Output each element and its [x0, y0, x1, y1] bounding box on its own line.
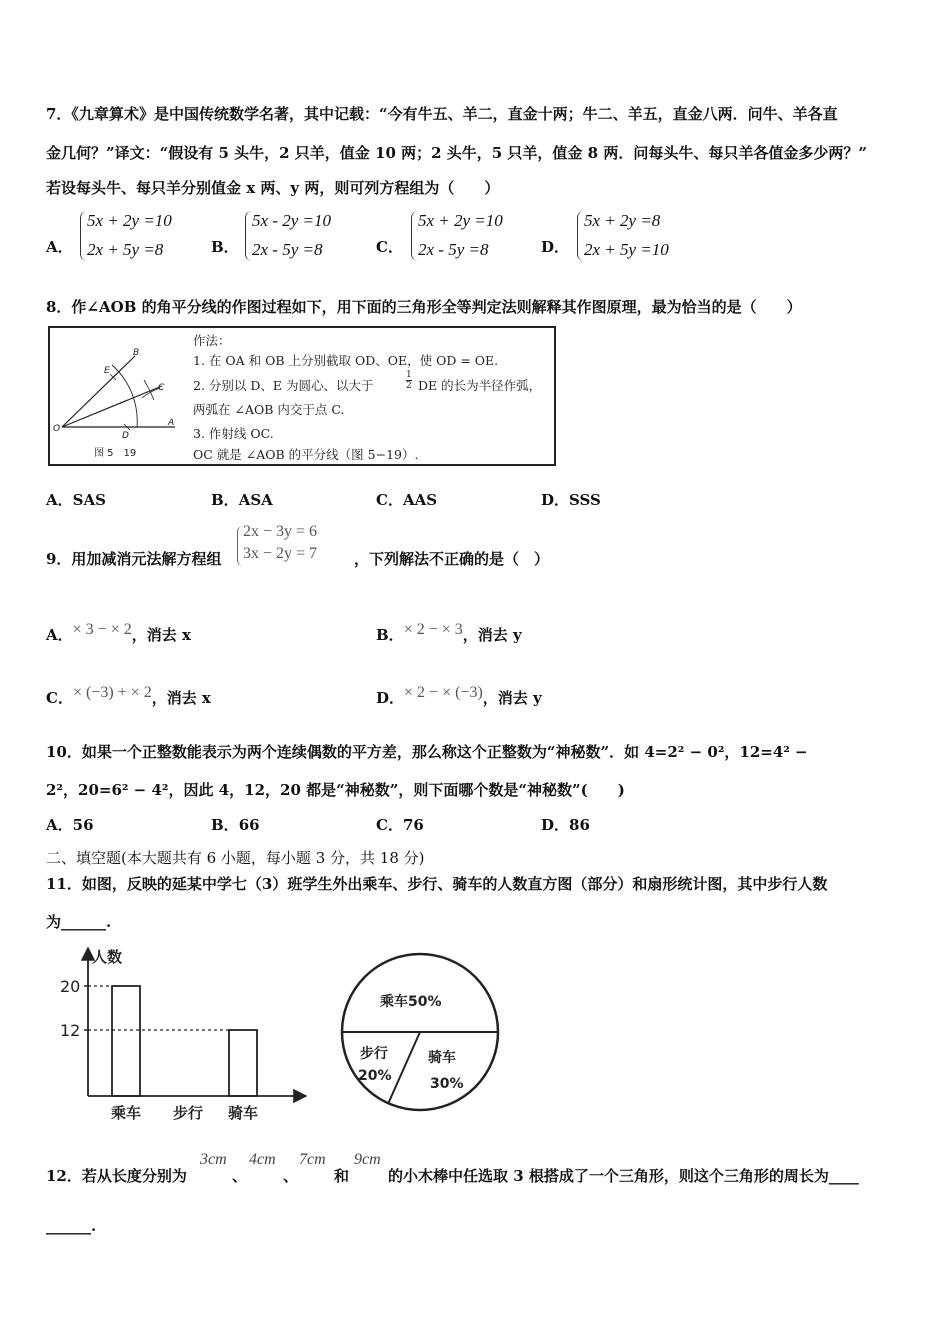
- q9-option-b[interactable]: [376, 621, 522, 645]
- method-step2b: DE 的长为半径作弧，: [418, 378, 542, 393]
- q7-option-a-brace: [80, 211, 87, 261]
- label-a: A: [168, 418, 175, 428]
- q9-option-a[interactable]: [46, 621, 191, 645]
- q9-eq1: 2x − 3y = 6: [243, 523, 318, 540]
- label-o: O: [53, 424, 61, 434]
- q7-option-c-eq2: 2x - 5y =8: [418, 240, 489, 259]
- q7-option-c-label: C．: [376, 238, 403, 256]
- q7-option-b-eq2: 2x - 5y =8: [252, 240, 323, 259]
- q8-option-b-label: B．: [211, 491, 239, 509]
- q9-option-d[interactable]: [376, 684, 542, 708]
- q9-option-b-label: B．: [376, 626, 404, 644]
- q12-and: 和: [334, 1167, 350, 1185]
- q11-line2: 为______.: [46, 913, 112, 931]
- angle-bisector-diagram: [50, 328, 195, 464]
- method-step3: 3. 作射线 OC.: [193, 426, 274, 441]
- q10-option-c[interactable]: [376, 814, 424, 835]
- q7-option-d-label: D．: [541, 238, 570, 256]
- q7-option-d-eq2: 2x + 5y =10: [584, 240, 669, 259]
- q7-option-d-eq1: 5x + 2y =8: [584, 211, 661, 230]
- bar-乘车: [112, 986, 140, 1096]
- q9-stem-prefix: 9．用加减消元法解方程组: [46, 550, 222, 568]
- q9-option-b-tail: ，消去 y: [462, 626, 522, 644]
- q8-option-b[interactable]: [211, 489, 273, 510]
- label-d: D: [122, 431, 129, 441]
- q10-option-a-label: A．: [46, 816, 73, 834]
- q12-line2: ______.: [46, 1217, 97, 1235]
- q8-figure: [48, 326, 556, 466]
- pie-pct-walk: 20%: [358, 1068, 392, 1084]
- x-label-乘车: 乘车: [110, 1104, 142, 1122]
- q7-line2: 金几何？”译文：“假设有 5 头牛，2 只羊，值金 10 两；2 头牛，5 只羊，值金 8 两．问每头牛、每只羊各值金多少两？”: [46, 144, 867, 162]
- q8-option-d[interactable]: [541, 489, 601, 510]
- q12-len3: 7cm: [299, 1151, 326, 1168]
- q12-sep2: 、: [283, 1167, 299, 1185]
- bar-骑车: [229, 1030, 257, 1096]
- q7-option-b-label: B．: [211, 238, 239, 256]
- q10-option-b[interactable]: [211, 814, 260, 835]
- q9-option-c-tail: ，消去 x: [151, 689, 211, 707]
- q9-stem-suffix: ，下列解法不正确的是（ ）: [354, 550, 550, 568]
- q7-line3: 若设每头牛、每只羊分别值金 x 两、y 两，则可列方程组为（ ）: [46, 179, 500, 197]
- q12-sep1: 、: [232, 1167, 248, 1185]
- q9-option-a-expr: × 3 − × 2: [72, 621, 132, 638]
- q10-line2: 2²，20=6² − 4²，因此 4，12，20 都是“神秘数”，则下面哪个数是“神秘数”( ): [46, 781, 625, 799]
- q10-option-b-text: 66: [238, 816, 260, 834]
- q9-option-a-label: A．: [46, 626, 73, 644]
- q8-option-a[interactable]: [46, 489, 106, 510]
- label-e: E: [104, 366, 110, 376]
- q10-line1: 10．如果一个正整数能表示为两个连续偶数的平方差，那么称这个正整数为“神秘数”．如 4=2² − 0²，12=4² −: [46, 743, 808, 761]
- q12-suffix: 的小木棒中任选取 3 根搭成了一个三角形，则这个三角形的周长为____: [388, 1167, 859, 1185]
- y-tick-20: 20: [60, 977, 81, 996]
- q12-len2: 4cm: [249, 1151, 276, 1168]
- q7-line1: 7．《九章算术》是中国传统数学名著，其中记载：“今有牛五、羊二，直金十两；牛二、羊五，直金八两．问牛、羊各直: [46, 105, 838, 123]
- q9-option-d-tail: ，消去 y: [482, 689, 542, 707]
- method-heading: 作法：: [193, 333, 231, 348]
- q7-option-b-brace: [245, 211, 252, 261]
- q12-len1: 3cm: [200, 1151, 227, 1168]
- pie-label-walk: 步行: [360, 1046, 388, 1062]
- pie-divider-walk-bike: [388, 1032, 420, 1104]
- y-axis-label: 人数: [92, 948, 123, 966]
- q9-option-d-expr: × 2 − × (−3): [404, 684, 483, 701]
- fraction-numerator: 1: [406, 370, 412, 380]
- q8-option-c[interactable]: [376, 489, 437, 510]
- fraction-denominator: 2: [406, 381, 412, 391]
- q9-option-b-expr: × 2 − × 3: [403, 621, 463, 638]
- method-conclusion: OC 就是 ∠AOB 的平分线（图 5−19）.: [193, 447, 419, 462]
- q10-option-d-label: D．: [541, 816, 570, 834]
- q10-option-a-text: 56: [72, 816, 94, 834]
- q12-len4: 9cm: [354, 1151, 381, 1168]
- q8-stem: 8．作∠AOB 的角平分线的作图过程如下，用下面的三角形全等判定法则解释其作图原理，最为恰当的是（ ）: [46, 298, 802, 316]
- q9-option-c[interactable]: [46, 684, 211, 708]
- q9-option-d-label: D．: [376, 689, 405, 707]
- q7-option-a-label: A．: [46, 238, 73, 256]
- q7-option-d-brace: [577, 211, 584, 261]
- q8-option-a-label: A．: [46, 491, 73, 509]
- q7-option-c-eq1: 5x + 2y =10: [418, 211, 503, 230]
- q10-option-b-label: B．: [211, 816, 239, 834]
- q9-eq2: 3x − 2y = 7: [243, 545, 318, 562]
- pie-label-bike: 骑车: [428, 1050, 456, 1066]
- q7-option-c-brace: [411, 211, 418, 261]
- pie-chart: [336, 948, 506, 1118]
- q10-option-a[interactable]: [46, 814, 94, 835]
- q9-option-c-label: C．: [46, 689, 73, 707]
- q11-line1: 11．如图，反映的延某中学七（3）班学生外出乘车、步行、骑车的人数直方图（部分）和扇形统计图，其中步行人数: [46, 875, 828, 893]
- q8-option-c-text: AAS: [402, 491, 438, 509]
- q8-option-d-text: SSS: [569, 491, 601, 509]
- q10-option-c-label: C．: [376, 816, 403, 834]
- x-label-步行: 步行: [172, 1104, 204, 1122]
- label-b: B: [133, 348, 140, 358]
- label-c: C: [158, 383, 165, 393]
- q10-option-c-text: 76: [402, 816, 424, 834]
- method-step1: 1. 在 OA 和 OB 上分别截取 OD、OE，使 OD = OE.: [193, 353, 499, 368]
- pie-label-bus: 乘车50%: [380, 994, 442, 1010]
- q9-option-a-tail: ，消去 x: [131, 626, 191, 644]
- q7-option-a-eq2: 2x + 5y =8: [87, 240, 164, 259]
- method-step2a: 2. 分别以 D、E 为圆心、以大于: [193, 378, 374, 393]
- q8-option-b-text: ASA: [238, 491, 273, 509]
- q10-option-d[interactable]: [541, 814, 590, 835]
- section2-heading: 二、填空题(本大题共有 6 小题，每小题 3 分，共 18 分): [46, 849, 425, 867]
- figure-caption: 图 5 19: [94, 448, 137, 459]
- q10-option-d-text: 86: [569, 816, 590, 834]
- method-step2c: 两弧在 ∠AOB 内交于点 C.: [193, 402, 345, 417]
- q8-option-a-text: SAS: [72, 491, 106, 509]
- q12-prefix: 12．若从长度分别为: [46, 1167, 187, 1185]
- q7-option-a-eq1: 5x + 2y =10: [87, 211, 172, 230]
- q8-option-c-label: C．: [376, 491, 403, 509]
- q9-option-c-expr: × (−3) + × 2: [72, 684, 152, 701]
- q7-option-b-eq1: 5x - 2y =10: [252, 211, 331, 230]
- q8-option-d-label: D．: [541, 491, 570, 509]
- fraction-half: [406, 370, 412, 391]
- x-label-骑车: 骑车: [227, 1104, 259, 1122]
- bar-chart: [52, 942, 322, 1122]
- pie-pct-bike: 30%: [430, 1076, 464, 1092]
- y-tick-12: 12: [60, 1021, 81, 1040]
